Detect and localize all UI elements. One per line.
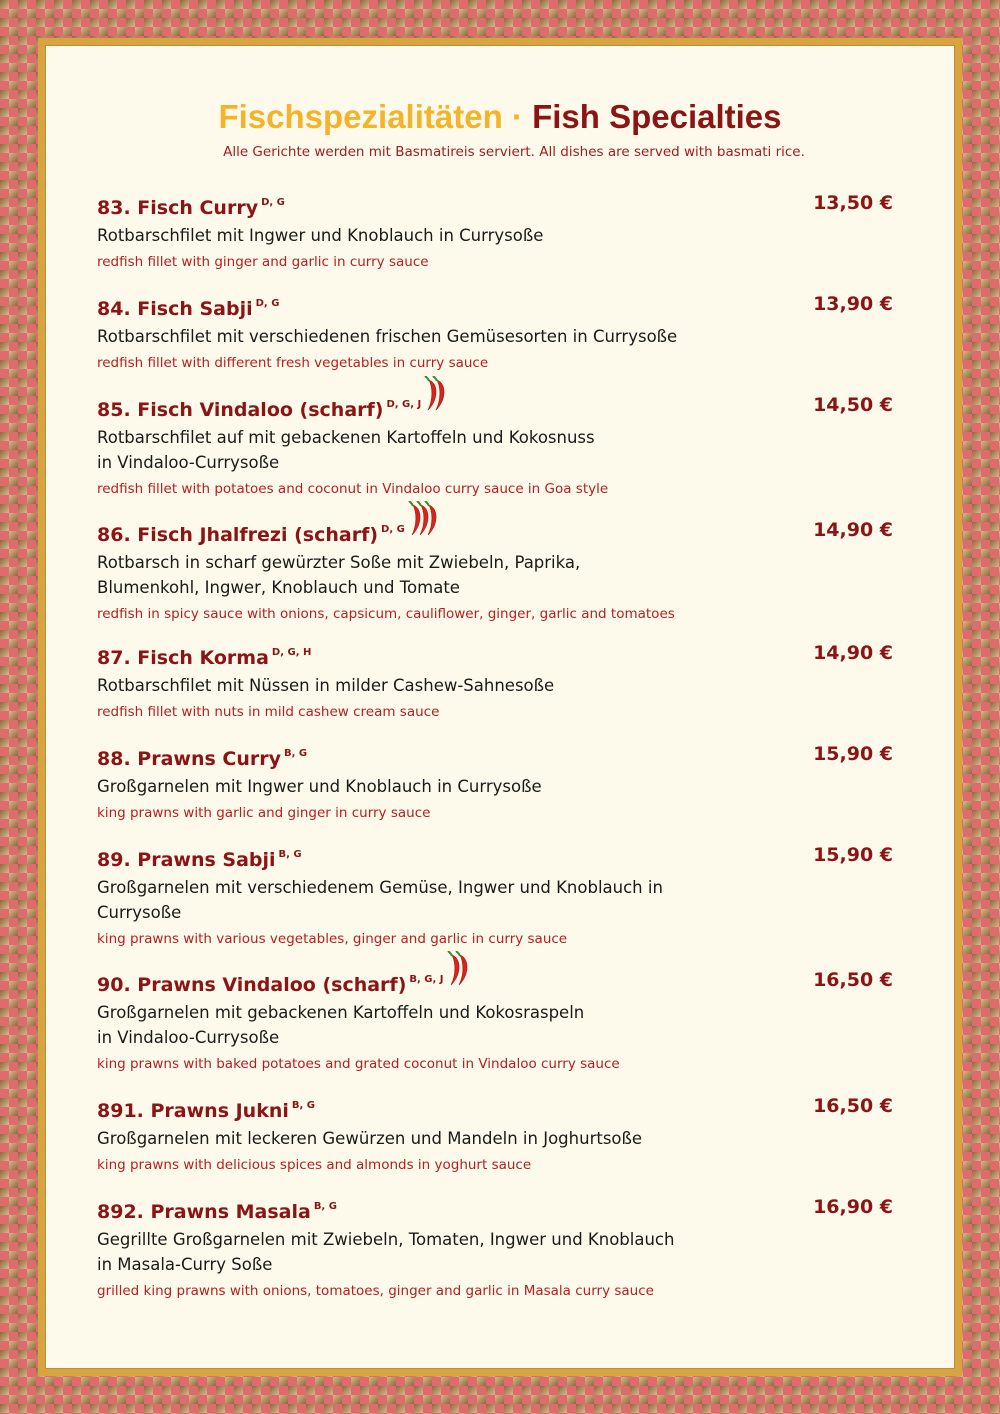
- chili-icon: [407, 501, 441, 537]
- allergen-tags: D, G, H: [271, 647, 312, 658]
- page-subtitle: Alle Gerichte werden mit Basmatireis serviert. All dishes are served with basmati rice.: [223, 144, 805, 160]
- item-title: 84. Fisch Sabji: [97, 298, 253, 320]
- item-title: 83. Fisch Curry: [97, 197, 259, 219]
- allergen-tags: B, G: [284, 748, 308, 759]
- item-title: 86. Fisch Jhalfrezi (scharf): [97, 524, 379, 546]
- item-description-english: king prawns with baked potatoes and grated coconut in Vindaloo curry sauce: [97, 1056, 620, 1072]
- item-description-german: Großgarnelen mit gebackenen Kartoffeln und Kokosraspeln in Vindaloo-Currysoße: [97, 1003, 585, 1047]
- item-price: 16,50 €: [813, 1095, 893, 1117]
- title-english: Fish Specialties: [532, 98, 782, 135]
- allergen-tags: D, G: [255, 298, 280, 309]
- allergen-tags: B, G, J: [409, 974, 444, 985]
- item-title: 85. Fisch Vindaloo (scharf): [97, 399, 384, 421]
- item-price: 14,90 €: [813, 519, 893, 541]
- item-name: [97, 291, 897, 322]
- item-price: 14,90 €: [813, 642, 893, 664]
- item-description-german: Rotbarschfilet mit Ingwer und Knoblauch in Currysoße: [97, 226, 544, 245]
- chili-icon: [446, 951, 472, 987]
- menu-item: [97, 1194, 897, 1301]
- item-description-english: king prawns with delicious spices and almonds in yoghurt sauce: [97, 1157, 532, 1173]
- item-description-english: grilled king prawns with onions, tomatoes, ginger and garlic in Masala curry sauce: [97, 1283, 654, 1299]
- menu-item: [97, 517, 897, 624]
- item-name: [97, 392, 897, 423]
- item-description-german: Rotbarschfilet mit Nüssen in milder Cashew-Sahnesoße: [97, 676, 555, 695]
- allergen-tags: D, G: [381, 524, 405, 535]
- allergen-tags: B, G: [278, 849, 302, 860]
- title-separator: ·: [502, 98, 533, 135]
- item-price: 16,90 €: [813, 1196, 893, 1218]
- allergen-tags: D, G: [261, 197, 285, 208]
- item-description-german: Gegrillte Großgarnelen mit Zwiebeln, Tomaten, Ingwer und Knoblauch in Masala-Curry Soße: [97, 1230, 675, 1274]
- item-description-german: Großgarnelen mit verschiedenem Gemüse, Ingwer und Knoblauch in Currysoße: [97, 878, 663, 922]
- item-name: [97, 190, 897, 221]
- item-description-german: Rotbarschfilet mit verschiedenen frischen Gemüsesorten in Currysoße: [97, 327, 678, 346]
- item-description-german: Rotbarsch in scharf gewürzter Soße mit Zwiebeln, Paprika, Blumenkohl, Ingwer, Knoblauch und Tomate: [97, 553, 581, 597]
- allergen-tags: B, G: [291, 1100, 316, 1111]
- item-name: [97, 967, 897, 998]
- item-title: 891. Prawns Jukni: [97, 1100, 289, 1122]
- menu-item: [97, 392, 897, 499]
- item-price: 13,90 €: [813, 293, 893, 315]
- item-price: 15,90 €: [813, 743, 893, 765]
- item-description-english: redfish fillet with potatoes and coconut in Vindaloo curry sauce in Goa style: [97, 481, 609, 497]
- item-title: 88. Prawns Curry: [97, 748, 281, 770]
- item-description-english: king prawns with garlic and ginger in curry sauce: [97, 805, 431, 821]
- item-description-english: redfish fillet with ginger and garlic in curry sauce: [97, 254, 429, 270]
- item-title: 892. Prawns Masala: [97, 1201, 311, 1223]
- item-title: 87. Fisch Korma: [97, 647, 269, 669]
- item-price: 14,50 €: [813, 394, 893, 416]
- item-name: [97, 842, 897, 873]
- menu-item: [97, 640, 897, 722]
- item-title: 90. Prawns Vindaloo (scharf): [97, 974, 407, 996]
- allergen-tags: B, G: [313, 1201, 337, 1212]
- page-title: [0, 98, 1000, 136]
- allergen-tags: D, G, J: [386, 399, 422, 410]
- item-name: [97, 1194, 897, 1225]
- title-german: Fischspezialitäten: [218, 98, 503, 135]
- item-description-english: redfish in spicy sauce with onions, capsicum, cauliflower, ginger, garlic and tomatoes: [97, 606, 675, 622]
- item-description-english: redfish fillet with different fresh vegetables in curry sauce: [97, 355, 489, 371]
- item-description-german: Großgarnelen mit leckeren Gewürzen und Mandeln in Joghurtsoße: [97, 1129, 643, 1148]
- item-name: [97, 1093, 897, 1124]
- item-price: 16,50 €: [813, 969, 893, 991]
- item-description-english: king prawns with various vegetables, ginger and garlic in curry sauce: [97, 931, 568, 947]
- item-description-english: redfish fillet with nuts in mild cashew cream sauce: [97, 704, 440, 720]
- menu-item: [97, 967, 897, 1074]
- item-title: 89. Prawns Sabji: [97, 849, 276, 871]
- menu-item: [97, 190, 897, 272]
- item-name: [97, 517, 897, 548]
- menu-item: [97, 291, 897, 373]
- chili-icon: [423, 376, 449, 412]
- item-description-german: Rotbarschfilet auf mit gebackenen Kartoffeln und Kokosnuss in Vindaloo-Currysoße: [97, 428, 595, 472]
- item-name: [97, 640, 897, 671]
- item-description-german: Großgarnelen mit Ingwer und Knoblauch in Currysoße: [97, 777, 542, 796]
- item-price: 13,50 €: [813, 192, 893, 214]
- menu-item: [97, 842, 897, 949]
- menu-item: [97, 741, 897, 823]
- menu-item: [97, 1093, 897, 1175]
- item-name: [97, 741, 897, 772]
- item-price: 15,90 €: [813, 844, 893, 866]
